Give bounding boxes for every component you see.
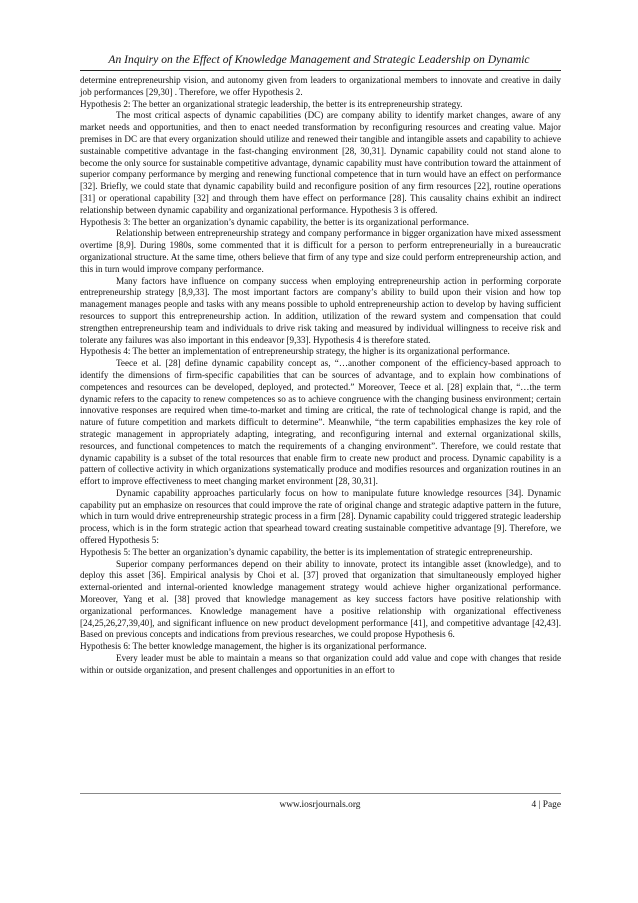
body-paragraph: Teece et al. [28] define dynamic capability concept as, “…another component of the efficiency-based approach to identify the dimensions of firm-specific capabilities that can be sources of advantage, and to explain how combinations of competences and resources can be developed, deployed, and protected.” Moreover, Teece et al. [28] explain that, “…the term dynamic refers to the capacity to renew competences so as to achieve congruence with the changing business environment; certain innovative responses are required when time-to-market and timing are critical, the rate of technological change is rapid, and the nature of future competition and markets difficult to determine”. Meanwhile, “the term capabilities emphasizes the key role of strategic management in appropriately adapting, integrating, and reconfiguring internal and external organizational skills, resources, and functional competences to match the requirements of a changing environment”. Therefore, we could restate that dynamic capability is a subset of the total resources that enable firm to create new product and process. Dynamic capability is a pattern of collective activity in which organizations systematically produce and modifies resources and organization routines in an effort to improve effectiveness to meet changing market environment [28, 30,31]. bbox=[80, 358, 561, 487]
footer-page-number: 4 | Page bbox=[531, 800, 561, 810]
footer-journal-url[interactable]: www.iosrjournals.org bbox=[279, 800, 361, 810]
running-header: An Inquiry on the Effect of Knowledge Management and Strategic Leadership on Dynamic bbox=[108, 53, 530, 66]
hypothesis-or-continuation-paragraph: Hypothesis 5: The better an organization’s dynamic capability, the better is its implementation of strategic entrepreneurship. bbox=[80, 546, 533, 557]
body-paragraph: Every leader must be able to maintain a means so that organization could add value and cope with changes that reside within or outside organization, and present challenges and opportunities in an effort to bbox=[80, 653, 561, 675]
body-paragraph: Many factors have influence on company success when employing entrepreneurship action in performing corporate entrepreneurship strategy [8,9,33]. The most important factors are company’s ability to build upon their vision and how top management manages people and tasks with any means possible to uphold entrepreneurship action to develop by having sufficient resources to support this entrepreneurship action. In addition, utilization of the reward system and compensation that could strengthen entrepreneurship team and individuals to drive risk taking and measured by individual willingness to receive risk and tolerate any failures was also important in this endeavor [9,33]. Hypothesis 4 is therefore stated. bbox=[80, 275, 561, 345]
hypothesis-or-continuation-paragraph: determine entrepreneurship vision, and autonomy given from leaders to organizational members to innovate and creative in daily job performances [29,30] . Therefore, we offer Hypothesis 2. bbox=[80, 75, 561, 97]
hypothesis-or-continuation-paragraph: Hypothesis 3: The better an organization’s dynamic capability, the better is its organizational performance. bbox=[80, 216, 469, 227]
body-paragraph: Superior company performances depend on their ability to innovate, protect its intangible asset (knowledge), and to deploy this asset [36]. Empirical analysis by Choi et al. [37] proved that organization that simultaneously employed higher external-oriented and internal-oriented knowledge management strategy would achieve higher organizational performance. Moreover, Yang et al. [38] proved that knowledge management as key success factors have positive relationship with organizational performances. Knowledge management have a positive relationship with organizational effectiveness [24,25,26,27,39,40], and significant influence on new product development performance [41], and competitive advantage [42,43]. Based on previous concepts and indications from previous researches, we could propose Hypothesis 6. bbox=[80, 558, 561, 640]
hypothesis-or-continuation-paragraph: Hypothesis 2: The better an organizational strategic leadership, the better is its entrepreneurship strategy. bbox=[80, 98, 463, 109]
hypothesis-or-continuation-paragraph: Hypothesis 4: The better an implementation of entrepreneurship strategy, the higher is its organizational performance. bbox=[80, 346, 510, 357]
header-divider bbox=[80, 70, 561, 71]
article-body bbox=[80, 75, 561, 677]
body-paragraph: Relationship between entrepreneurship strategy and company performance in bigger organization have mixed assessment overtime [8,9]. During 1980s, some commented that it is difficult for a person to perform entrepreneurially in a bureaucratic organizational structure. At the same time, others believe that firm of any type and size could perform entrepreneurship action, and this in turn would improve company performance. bbox=[80, 228, 561, 274]
footer-divider bbox=[80, 793, 561, 794]
body-paragraph: The most critical aspects of dynamic capabilities (DC) are company ability to identify market changes, aware of any market needs and opportunities, and then to enact needed transformation by reconfiguring resources and creating value. Major premises in DC are that every organization should utilize and renewed their tangible and intangible assets and capability to achieve sustainable competitive advantage in the fast-changing environment [28, 30,31]. Dynamic capability could not stand alone to become the only source for sustainable competitive advantage, dynamic capability must have contribution toward the attainment of superior company performance by merging and renewing functional competence that in turn would have an effect on performance [32]. Briefly, we could state that dynamic capability build and reconfigure position of any firm resources [22], routine operations [31] or operational capability [32] and through them have effect on performance [28]. This causality chains exhibit an indirect relationship between dynamic capability and organizational performance. Hypothesis 3 is offered. bbox=[80, 110, 561, 215]
body-paragraph: Dynamic capability approaches particularly focus on how to manipulate future knowledge resources [34]. Dynamic capability put an emphasize on resources that could improve the rate of original change and strategic adaptive pattern in the future, which in turn would drive entrepreneurship strategic process in a firm [28]. Dynamic capability could triggered strategic leadership process, which is in the form strategic action that spearhead toward creating sustainable competitive advantage [9]. Therefore, we offered Hypothesis 5: bbox=[80, 487, 561, 546]
hypothesis-or-continuation-paragraph: Hypothesis 6: The better knowledge management, the higher is its organizational performance. bbox=[80, 641, 427, 652]
